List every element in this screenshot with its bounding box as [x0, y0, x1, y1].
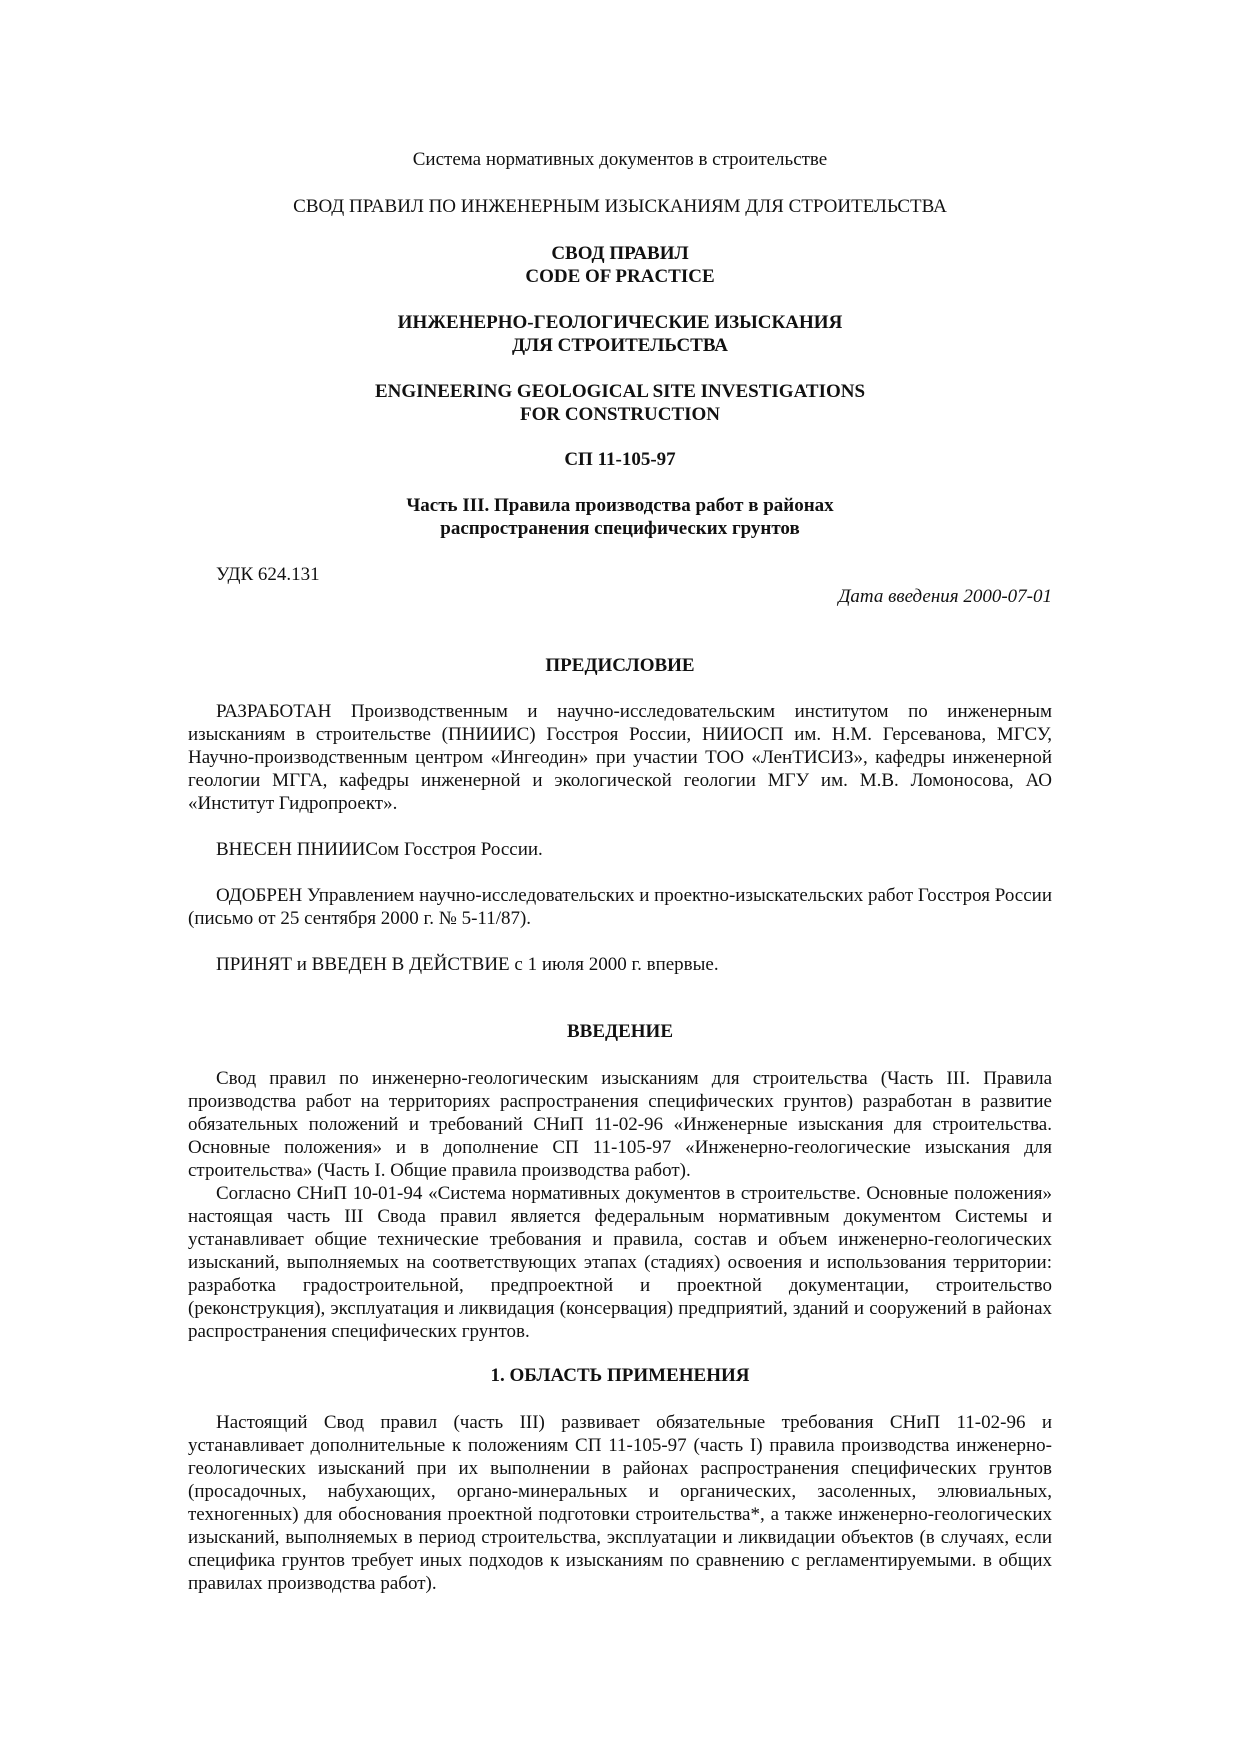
part-title-line-1: Часть III. Правила производства работ в районах	[406, 495, 834, 516]
subject-en-line-1: ENGINEERING GEOLOGICAL SITE INVESTIGATIONS	[374, 381, 866, 402]
introduction-date: Дата введения 2000-07-01	[838, 586, 1052, 607]
scope-body	[188, 1411, 1052, 1595]
preface-heading: ПРЕДИСЛОВИЕ	[545, 655, 695, 676]
subject-ru-line-2: ДЛЯ СТРОИТЕЛЬСТВА	[511, 335, 729, 356]
part-title-line-2: распространения специфических грунтов	[440, 518, 800, 539]
title-en: CODE OF PRACTICE	[525, 266, 715, 287]
scope-heading: 1. ОБЛАСТЬ ПРИМЕНЕНИЯ	[490, 1365, 750, 1386]
preface-adopted-text: ПРИНЯТ и ВВЕДЕН В ДЕЙСТВИЕ с 1 июля 2000 г. впервые.	[216, 954, 719, 975]
preface-developed	[188, 700, 1052, 815]
document-code: СП 11-105-97	[564, 449, 676, 470]
scope-paragraph-1: Настоящий Свод правил (часть III) развивает обязательные требования СНиП 11-02-96 и устанавливает дополнительные к положениям СП 11-105-97 (часть I) правила производства инженерно-геологических изысканий при их выполнении в районах распространения специфических грунтов (просадочных, набухающих, органо-минеральных и органических, засоленных, элювиальных, техногенных) для обоснования проектной подготовки строительства*, а также инженерно-геологических изысканий, выполняемых в период строительства, эксплуатации и ликвидации объектов (в случаях, если специфика грунтов требует иных подходов к изысканиям по сравнению с регламентируемыми. в общих правилах производства работ).	[188, 1412, 1052, 1594]
svod-line: СВОД ПРАВИЛ ПО ИНЖЕНЕРНЫМ ИЗЫСКАНИЯМ ДЛЯ СТРОИТЕЛЬСТВА	[293, 196, 947, 217]
system-line: Система нормативных документов в строительстве	[412, 149, 828, 170]
introduction-paragraph-2: Согласно СНиП 10-01-94 «Система нормативных документов в строительстве. Основные положения» настоящая часть III Свода правил является федеральным нормативным документом Системы и устанавливает общие технические требования и правила, состав и объем инженерно-геологических изысканий, выполняемых на соответствующих этапах (стадиях) освоения и использования территории: разработка градостроительной, предпроектной и проектной документации, строительство (реконструкция), эксплуатация и ликвидация (консервация) предприятий, зданий и сооружений в районах распространения специфических грунтов.	[188, 1183, 1052, 1342]
introduction-body	[188, 1067, 1052, 1343]
introduction-heading: ВВЕДЕНИЕ	[567, 1021, 673, 1042]
preface-approved-text: ОДОБРЕН Управлением научно-исследовательских и проектно-изыскательских работ Госстроя России (письмо от 25 сентября 2000 г. № 5-11/87).	[188, 885, 1052, 929]
subject-en-block	[180, 380, 1060, 426]
preface-introduced	[188, 838, 1052, 861]
title-ru: СВОД ПРАВИЛ	[551, 243, 689, 264]
preface-developed-text: РАЗРАБОТАН Производственным и научно-исследовательским институтом по инженерным изысканиям в строительстве (ПНИИИС) Госстроя России, НИИОСП им. Н.М. Герсеванова, МГСУ, Научно-производственным центром «Ингеодин» при участии ТОО «ЛенТИСИЗ», кафедры инженерной геологии МГГА, кафедры инженерной и экологической геологии МГУ им. М.В. Ломоносова, АО «Институт Гидропроект».	[188, 701, 1052, 814]
subject-ru-block	[180, 311, 1060, 357]
preface-introduced-text: ВНЕСЕН ПНИИИСом Госстроя России.	[216, 839, 543, 860]
subject-en-line-2: FOR CONSTRUCTION	[519, 404, 721, 425]
udk-code: УДК 624.131	[216, 564, 320, 585]
introduction-paragraph-1: Свод правил по инженерно-геологическим изысканиям для строительства (Часть III. Правила производства работ на территориях распространения специфических грунтов) разработан в развитие обязательных положений и требований СНиП 11-02-96 «Инженерные изыскания для строительства. Основные положения» и в дополнение СП 11-105-97 «Инженерно-геологические изыскания для строительства» (Часть I. Общие правила производства работ).	[188, 1068, 1052, 1181]
subject-ru-line-1: ИНЖЕНЕРНО-ГЕОЛОГИЧЕСКИЕ ИЗЫСКАНИЯ	[397, 312, 843, 333]
part-title-block	[180, 494, 1060, 540]
preface-approved	[188, 884, 1052, 930]
title-block	[180, 242, 1060, 288]
preface-adopted	[188, 953, 1052, 976]
